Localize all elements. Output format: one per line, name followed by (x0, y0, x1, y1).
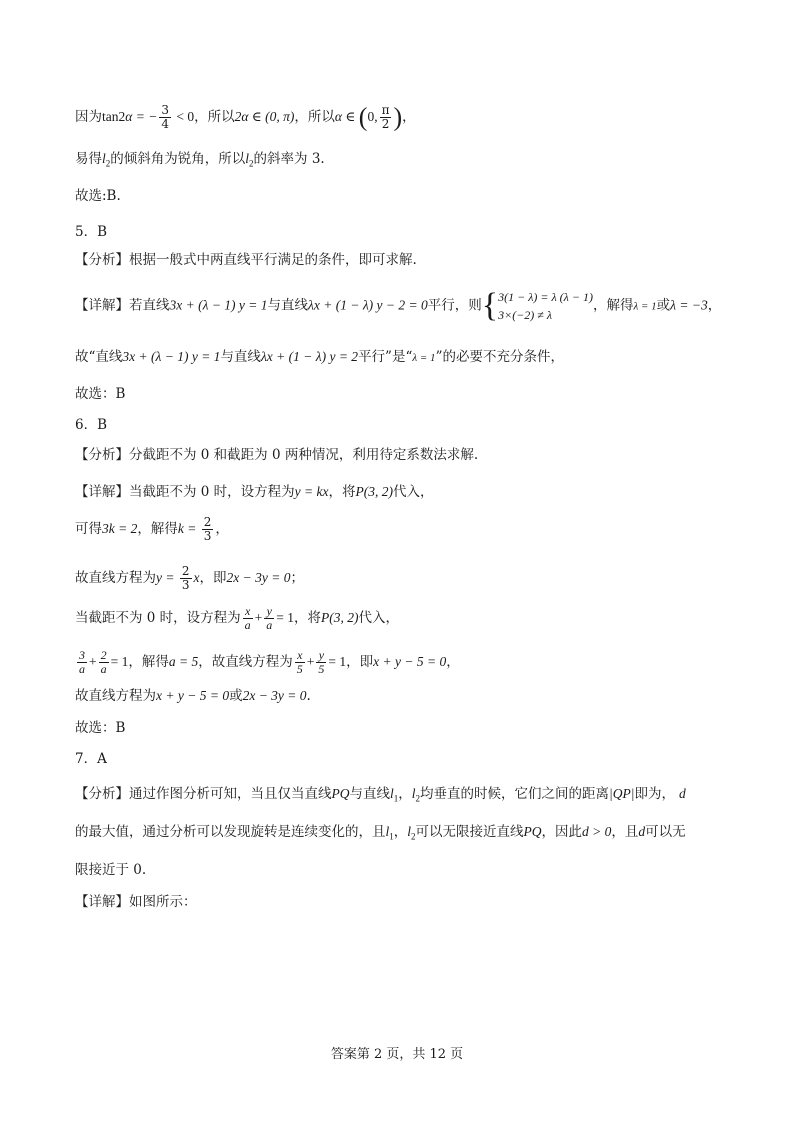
fraction (380, 104, 392, 131)
denominator: 3 (203, 529, 212, 543)
math: < 0 (172, 109, 195, 124)
text: ； (290, 570, 304, 586)
text: 代入， (358, 610, 400, 626)
text: 故“直线 (75, 349, 123, 365)
math: P(3, 2) (321, 610, 359, 625)
question-number: 6．B (75, 417, 108, 433)
math: λ = 1 (633, 300, 657, 313)
math: k = (177, 521, 200, 536)
text: ，即 (346, 654, 374, 670)
numerator: x (243, 605, 253, 619)
text: ，且 (611, 824, 639, 840)
denominator: a (244, 618, 251, 632)
line-slope (75, 150, 325, 173)
conclusion-line (75, 348, 564, 367)
text: 的斜率为 3. (253, 151, 325, 167)
math: y = (156, 570, 178, 585)
math: λx + (1 − λ) y − 2 = 0 (308, 297, 428, 313)
math: 3x + (λ − 1) y = 1 (122, 349, 221, 364)
text: ，所以 (294, 109, 335, 125)
text: 均垂直的时候，它们之间的距离 (420, 786, 610, 802)
numerator: y (264, 605, 274, 619)
text: 故直线方程为 (75, 570, 156, 586)
fraction (159, 104, 171, 131)
detail-line (75, 605, 399, 632)
denominator: 5 (296, 662, 303, 676)
zero: 0, (367, 109, 378, 124)
brace: { (481, 287, 499, 324)
fraction (99, 649, 109, 676)
numerator: π (381, 103, 390, 117)
fraction (295, 649, 305, 676)
fraction (264, 605, 274, 632)
fraction (77, 649, 87, 676)
text: 故直线方程为 (75, 688, 156, 704)
equation-system (498, 288, 593, 324)
math: = 1 (276, 610, 295, 625)
text: ，将 (328, 484, 356, 500)
math: + (89, 654, 97, 669)
math: a = 5 (168, 654, 199, 669)
detail-line (75, 687, 311, 705)
text: ，解得 (137, 521, 178, 537)
math: l (407, 824, 412, 839)
detail-line (75, 565, 304, 592)
detail-line (75, 649, 460, 676)
math: 2α ∈ (0, π) (234, 109, 295, 124)
analysis: 【分析】分截距不为 0 和截距为 0 两种情况，利用待定系数法求解. (75, 447, 479, 463)
text: 与直线 (267, 297, 309, 314)
analysis-line (75, 823, 686, 846)
text: 【详解】当截距不为 0 时，设方程为 (75, 484, 295, 500)
subscript: 2 (105, 158, 111, 169)
subscript: 1 (389, 831, 394, 842)
text: ，解得 (128, 654, 169, 670)
text: 与直线 (349, 786, 390, 802)
text: ， (393, 824, 408, 840)
equation: 3×(−2) ≠ λ (498, 308, 553, 322)
numerator: 2 (203, 515, 212, 529)
paren-right: ) (393, 102, 403, 132)
text: ，因此 (541, 824, 583, 840)
paren-left: ( (358, 102, 368, 132)
denominator: 4 (161, 117, 169, 131)
numerator: 2 (100, 648, 107, 662)
denominator: 5 (318, 662, 325, 676)
text: 即为， (634, 786, 675, 802)
subscript: 1 (393, 793, 399, 804)
text: 与直线 (220, 349, 261, 365)
math: 3x + (λ − 1) y = 1 (169, 297, 268, 313)
math: 2x − 3y = 0 (226, 570, 291, 585)
math: d > 0 (582, 824, 612, 839)
fraction (316, 649, 326, 676)
question-number: 7．A (75, 751, 107, 767)
math: l (245, 151, 250, 166)
text: 当截距不为 0 时，设方程为 (75, 610, 241, 626)
denominator: 2 (381, 117, 390, 131)
math: x + y − 5 = 0 (156, 688, 230, 703)
detail-parallel (75, 288, 721, 324)
text: 【详解】若直线 (75, 297, 170, 314)
text: 的倾斜角为锐角，所以 (110, 151, 246, 167)
math: PQ (523, 824, 542, 839)
detail-line (75, 516, 229, 543)
answer-line: 故选：B (75, 386, 126, 402)
text: ，解得 (592, 297, 634, 314)
numerator: 3 (161, 103, 169, 117)
text: 因为 (75, 109, 102, 125)
math: α ∈ (334, 109, 359, 124)
analysis: 【分析】根据一般式中两直线平行满足的条件，即可求解. (75, 252, 417, 268)
page-footer: 答案第 2 页，共 12 页 (330, 1047, 464, 1062)
math: PQ (331, 786, 350, 801)
math: λ = 1 (412, 352, 436, 364)
text: ，所以 (194, 109, 235, 125)
math: = 1 (328, 654, 347, 669)
answer-line: 故选:B. (75, 188, 121, 204)
text: ， (215, 521, 229, 537)
analysis-line (75, 785, 686, 808)
detail-heading: 【详解】如图所示： (75, 894, 197, 910)
denominator: a (79, 662, 85, 676)
text: ， (446, 654, 460, 670)
numerator: x (295, 649, 305, 663)
math: + (254, 610, 263, 625)
math: d (678, 786, 686, 801)
text: 【分析】通过作图分析可知，当且仅当直线 (75, 786, 332, 802)
math: |QP| (609, 786, 635, 801)
math: P(3, 2) (355, 484, 394, 499)
text: 平行”是“ (358, 349, 413, 365)
text: ，故直线方程为 (198, 654, 293, 670)
question-number: 5．B (75, 224, 108, 240)
text: 或 (229, 688, 243, 704)
math: = 1 (110, 654, 129, 669)
denominator: a (100, 662, 107, 676)
text: ，即 (199, 570, 227, 586)
text: 可以无限接近直线 (415, 824, 524, 840)
math: 2x − 3y = 0 (242, 688, 307, 703)
numerator: y (316, 649, 326, 663)
math: α = − (125, 109, 158, 124)
math: + (306, 654, 315, 669)
detail-line (75, 483, 434, 501)
math: y = kx (294, 484, 329, 499)
text: 的最大值，通过分析可以发现旋转是连续变化的，且 (75, 824, 386, 840)
math: x + y − 5 = 0 (373, 654, 447, 669)
subscript: 2 (411, 831, 416, 842)
text: 平行，则 (427, 297, 482, 314)
math: tan2 (102, 109, 126, 124)
text: 易得 (75, 151, 102, 167)
math: l (390, 786, 394, 801)
subscript: 2 (415, 793, 421, 804)
math: λ = −3 (670, 297, 708, 313)
text: ”的必要不充分条件， (435, 349, 564, 365)
line-tan (75, 104, 416, 131)
text: . (306, 688, 311, 704)
text: ， (707, 297, 722, 314)
text: ，将 (294, 610, 322, 626)
subscript: 2 (249, 158, 254, 169)
denominator: 3 (181, 578, 190, 592)
equation: 3(1 − λ) = λ (λ − 1) (498, 290, 593, 304)
analysis-line: 限接近于 0. (75, 862, 147, 878)
text: 可以无 (645, 824, 686, 840)
math: d (638, 824, 646, 839)
text: ， (398, 786, 412, 802)
numerator: 2 (181, 564, 190, 578)
text: 可得 (75, 521, 102, 537)
fraction (243, 605, 253, 632)
math: x (193, 570, 200, 585)
math: l (102, 151, 106, 166)
text: ， (402, 109, 416, 125)
text: 或 (656, 297, 671, 314)
text: 代入， (393, 484, 434, 500)
math: l (411, 786, 416, 801)
answer-line: 故选：B (75, 720, 126, 736)
math: l (385, 824, 390, 839)
denominator: a (266, 618, 273, 632)
fraction (202, 516, 214, 543)
math: 3k = 2 (102, 521, 138, 536)
numerator: 3 (79, 648, 85, 662)
math: λx + (1 − λ) y = 2 (260, 349, 359, 364)
fraction (180, 565, 192, 592)
